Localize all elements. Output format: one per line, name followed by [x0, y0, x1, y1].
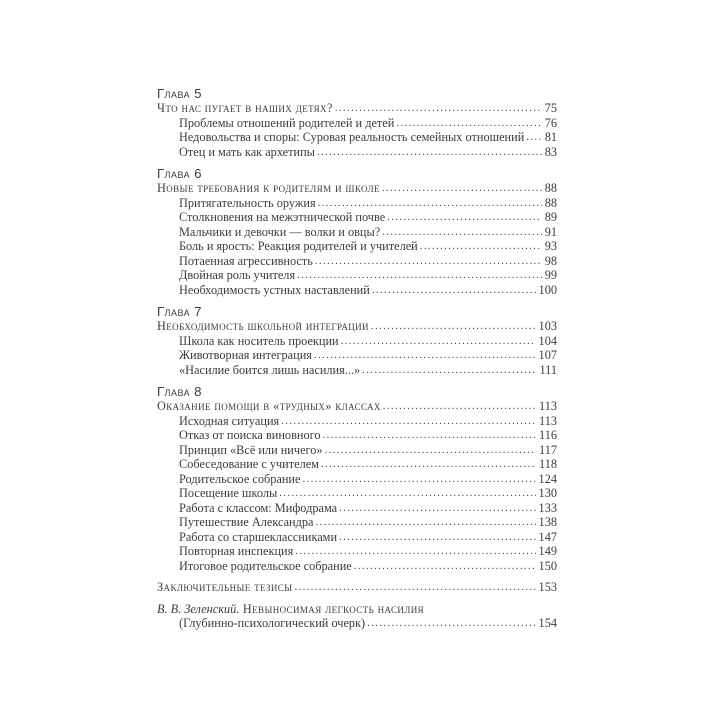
page-number: 150 — [538, 558, 557, 573]
toc-entry — [157, 181, 557, 196]
dot-leader — [339, 501, 535, 516]
toc-section — [157, 580, 557, 595]
page-number: 149 — [538, 544, 557, 558]
dot-leader — [281, 414, 536, 429]
toc-entry-title: Заключительные тезисы — [157, 580, 293, 594]
dot-leader — [341, 334, 536, 349]
page-number: 133 — [538, 500, 557, 515]
toc-entry-title: Отец и мать как архетипы — [179, 144, 315, 159]
page-number: 88 — [544, 195, 557, 210]
toc-section — [157, 384, 557, 573]
toc-entry — [157, 443, 557, 458]
chapter-label: Глава 7 — [157, 304, 202, 319]
page-number: 91 — [544, 224, 557, 239]
toc-entry — [157, 457, 557, 472]
page-number: 104 — [538, 333, 557, 348]
dot-leader — [314, 348, 536, 363]
toc-entry-title: Боль и ярость: Реакция родителей и учителей — [179, 239, 418, 253]
toc-entry — [157, 210, 557, 225]
toc-entry — [157, 239, 557, 254]
toc-entry-title: Работа со старшеклассниками — [179, 529, 338, 544]
toc-entry-title: Животворная интеграция — [179, 348, 312, 362]
table-of-contents — [157, 86, 557, 631]
toc-entry-title: Необходимость устных наставлений — [179, 282, 370, 297]
toc-entry — [157, 130, 557, 145]
dot-leader — [321, 457, 536, 472]
toc-section — [157, 304, 557, 377]
page-number: 147 — [538, 529, 557, 544]
toc-entry-title: Школа как носитель проекции — [179, 333, 339, 348]
page-number: 103 — [538, 319, 557, 333]
toc-entry — [157, 501, 557, 516]
dot-leader — [371, 319, 536, 334]
toc-entry-title: Мальчики и девочки — волки и овцы? — [179, 224, 381, 239]
toc-entry-title: Проблемы отношений родителей и детей — [179, 115, 395, 130]
toc-entry — [157, 254, 557, 269]
toc-section — [157, 86, 557, 159]
page-number: 117 — [539, 442, 557, 457]
dot-leader — [315, 254, 542, 269]
chapter-label: Глава 8 — [157, 384, 202, 399]
page-number: 113 — [539, 399, 557, 413]
toc-entry — [157, 414, 557, 429]
toc-entry — [157, 559, 557, 574]
page-number: 89 — [544, 210, 557, 224]
dot-leader — [382, 181, 542, 196]
toc-entry — [157, 544, 557, 559]
toc-entry-title: Родительское собрание — [179, 471, 301, 486]
dot-leader — [354, 559, 536, 574]
dot-leader — [362, 363, 536, 378]
toc-entry — [157, 363, 557, 378]
page-number: 107 — [538, 348, 557, 362]
page-number: 99 — [544, 268, 557, 282]
toc-entry — [157, 334, 557, 349]
dot-leader — [297, 268, 542, 283]
toc-entry-title: Двойная роль учителя — [179, 268, 296, 282]
toc-entry — [157, 602, 557, 617]
page-number: 116 — [539, 428, 557, 442]
toc-entry — [157, 225, 557, 240]
chapter-label: Глава 6 — [157, 166, 202, 181]
dot-leader — [317, 145, 542, 160]
dot-leader — [302, 472, 535, 487]
toc-entry-title: Необходимость школьной интеграции — [157, 319, 369, 333]
toc-entry-title: Работа с классом: Мифодрама — [179, 500, 338, 515]
toc-entry — [157, 515, 557, 530]
chapter-label: Глава 5 — [157, 86, 202, 101]
page-number: 93 — [544, 239, 557, 253]
toc-entry — [157, 580, 557, 595]
toc-entry-title — [157, 602, 424, 617]
page-number: 98 — [544, 253, 557, 268]
dot-leader — [526, 130, 541, 145]
toc-entry-title: Отказ от поиска виновного — [179, 428, 321, 442]
toc-entry — [157, 472, 557, 487]
dot-leader — [339, 530, 536, 545]
dot-leader — [372, 283, 536, 298]
dot-leader — [387, 210, 542, 225]
page-number: 76 — [544, 115, 557, 130]
page-number: 81 — [544, 130, 557, 144]
toc-entry-title: Что нас пугает в наших детях? — [157, 101, 333, 115]
page-number: 118 — [539, 457, 557, 471]
dot-leader — [420, 239, 542, 254]
page-number: 154 — [538, 616, 557, 630]
page-number: 138 — [538, 515, 557, 529]
page-number: 100 — [538, 282, 557, 297]
toc-entry-title: Исходная ситуация — [179, 413, 280, 428]
dot-leader — [279, 486, 535, 501]
essay-title: Невыносимая легкость насилия — [242, 601, 425, 616]
toc-entry — [157, 616, 557, 631]
toc-entry-title: Повторная инспекция — [179, 544, 294, 558]
dot-leader — [295, 544, 535, 559]
author-name: В. В. Зеленский. — [157, 601, 240, 616]
page-number: 153 — [538, 580, 557, 594]
toc-entry — [157, 101, 557, 116]
toc-entry-title: Потаенная агрессивность — [179, 253, 313, 268]
toc-entry-title: Притягательность оружия — [179, 195, 316, 210]
toc-entry-title: Столкновения на межэтнической почве — [179, 210, 386, 224]
page-number: 75 — [544, 101, 557, 115]
toc-entry — [157, 348, 557, 363]
toc-entry-title: Путешествие Александра — [179, 515, 314, 529]
toc-entry-title: Итоговое родительское собрание — [179, 558, 352, 573]
dot-leader — [383, 399, 536, 414]
toc-entry-title: Недовольства и споры: Суровая реальность семейных отношений — [179, 130, 525, 144]
dot-leader — [382, 225, 542, 240]
toc-entry — [157, 145, 557, 160]
dot-leader — [396, 116, 541, 131]
toc-entry-title: Новые требования к родителям и школе — [157, 181, 380, 195]
toc-entry — [157, 116, 557, 131]
toc-entry-title: (Глубинно-психологический очерк) — [179, 616, 366, 630]
toc-entry-title: Посещение школы — [179, 486, 278, 500]
page-number: 130 — [538, 486, 557, 500]
toc-section — [157, 166, 557, 297]
toc-entry — [157, 268, 557, 283]
dot-leader — [316, 515, 536, 530]
dot-leader — [325, 443, 536, 458]
toc-entry — [157, 486, 557, 501]
page-number: 124 — [538, 471, 557, 486]
toc-entry — [157, 283, 557, 298]
page-number: 88 — [544, 181, 557, 195]
toc-entry — [157, 428, 557, 443]
toc-entry-title: Принцип «Всё или ничего» — [179, 442, 323, 457]
dot-leader — [335, 101, 542, 116]
page-number: 111 — [539, 362, 557, 377]
toc-entry-title: «Насилие боится лишь насилия...» — [179, 362, 361, 377]
toc-section — [157, 602, 557, 631]
dot-leader — [323, 428, 537, 443]
page-number: 83 — [544, 144, 557, 159]
toc-entry — [157, 319, 557, 334]
toc-entry-title: Собеседование с учителем — [179, 457, 319, 471]
dot-leader — [318, 196, 542, 211]
toc-entry — [157, 530, 557, 545]
toc-entry-title: Оказание помощи в «трудных» классах — [157, 399, 381, 413]
page-number: 113 — [539, 413, 557, 428]
toc-entry — [157, 399, 557, 414]
dot-leader — [367, 616, 535, 631]
toc-entry — [157, 196, 557, 211]
dot-leader — [294, 580, 535, 595]
